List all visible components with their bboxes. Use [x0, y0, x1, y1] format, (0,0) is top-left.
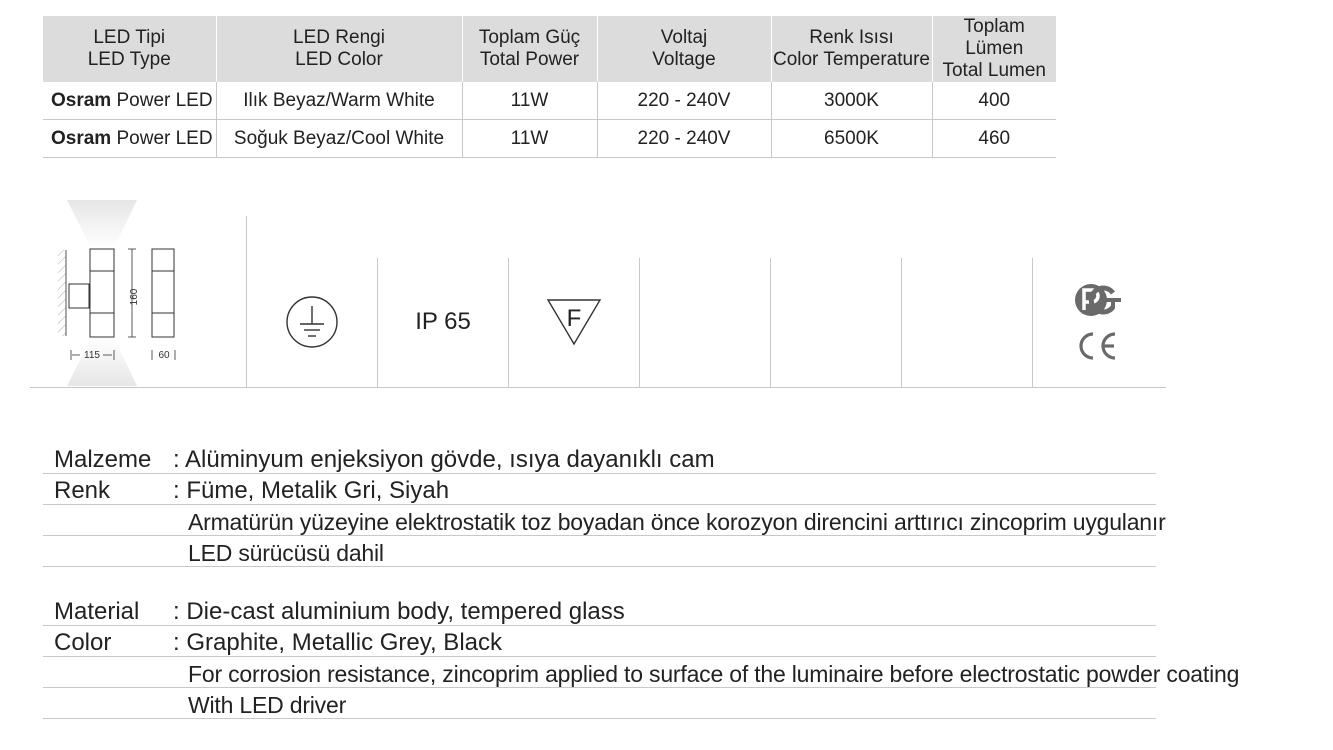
- material-section-english: [43, 595, 1240, 719]
- color-value: : Füme, Metalik Gri, Siyah: [173, 477, 450, 504]
- depth-dimension-label: 115: [84, 350, 100, 361]
- pct-mark-icon: [1073, 282, 1123, 318]
- cell-led-color: Soğuk Beyaz/Cool White: [216, 120, 462, 158]
- cell-temperature: 6500K: [771, 120, 932, 158]
- material-label: Material: [54, 598, 140, 625]
- cell-led-type: Osram Power LED: [43, 120, 216, 158]
- color-value: : Graphite, Metallic Grey, Black: [173, 629, 502, 656]
- cell-lumen: 400: [932, 82, 1056, 120]
- header-led-color: LED Rengi LED Color: [216, 16, 462, 82]
- icon-strip: [30, 200, 1166, 390]
- divider: [770, 258, 771, 388]
- strip-divider-line: [30, 387, 1166, 388]
- divider: [901, 258, 902, 388]
- header-total-lumen: Toplam Lümen Total Lumen: [932, 16, 1056, 82]
- table-row: [43, 82, 1056, 120]
- coating-note: For corrosion resistance, zincoprim applied to surface of the luminaire before electrostatic powder coating: [188, 661, 1240, 687]
- header-led-type: LED Tipi LED Type: [43, 16, 216, 82]
- width-dimension-label: 60: [158, 350, 170, 361]
- driver-note: With LED driver: [188, 692, 347, 718]
- header-voltage: Voltaj Voltage: [597, 16, 771, 82]
- f-mark-cell: [509, 258, 639, 386]
- divider: [639, 258, 640, 388]
- color-label: Color: [54, 629, 112, 656]
- material-value: : Alüminyum enjeksiyon gövde, ısıya dayanıklı cam: [173, 446, 715, 473]
- cell-voltage: 220 - 240V: [597, 120, 771, 158]
- material-row: [43, 595, 1156, 626]
- ce-mark-icon: [1075, 330, 1121, 362]
- note-row: [43, 536, 1156, 567]
- header-total-power: Toplam Güç Total Power: [462, 16, 597, 82]
- material-section-turkish: [43, 443, 1166, 567]
- material-label: Malzeme: [54, 446, 152, 473]
- note-row: [43, 688, 1156, 719]
- cell-led-color: Ilık Beyaz/Warm White: [216, 82, 462, 120]
- ip-rating-label: IP 65: [415, 308, 471, 335]
- coating-note: Armatürün yüzeyine elektrostatik toz boyadan önce korozyon direncini arttırıcı zincoprim uygulanır: [188, 509, 1166, 535]
- product-dimension-drawing: [54, 200, 194, 386]
- led-spec-table: [43, 16, 1056, 158]
- f-mark-icon: [545, 296, 603, 348]
- color-row: [43, 474, 1156, 505]
- material-value: : Die-cast aluminium body, tempered glass: [173, 598, 625, 625]
- driver-note: LED sürücüsü dahil: [188, 540, 384, 566]
- height-dimension-label: 160: [129, 288, 140, 306]
- certification-cell: [1033, 258, 1163, 386]
- note-row: [43, 657, 1240, 688]
- table-header-row: [43, 16, 1056, 82]
- note-row: [43, 505, 1166, 536]
- color-row: [43, 626, 1156, 657]
- ip-rating-cell: [378, 258, 508, 386]
- earth-ground-cell: [247, 258, 377, 386]
- material-row: [43, 443, 1156, 474]
- cell-temperature: 3000K: [771, 82, 932, 120]
- cell-led-type: Osram Power LED: [43, 82, 216, 120]
- cell-lumen: 460: [932, 120, 1056, 158]
- earth-ground-icon: [284, 294, 340, 350]
- cell-power: 11W: [462, 82, 597, 120]
- wall-light-diagram: [54, 200, 194, 386]
- table-row: [43, 120, 1056, 158]
- color-label: Renk: [54, 477, 111, 504]
- svg-text:F: F: [566, 305, 582, 332]
- cell-power: 11W: [462, 120, 597, 158]
- header-color-temperature: Renk Isısı Color Temperature: [771, 16, 932, 82]
- cell-voltage: 220 - 240V: [597, 82, 771, 120]
